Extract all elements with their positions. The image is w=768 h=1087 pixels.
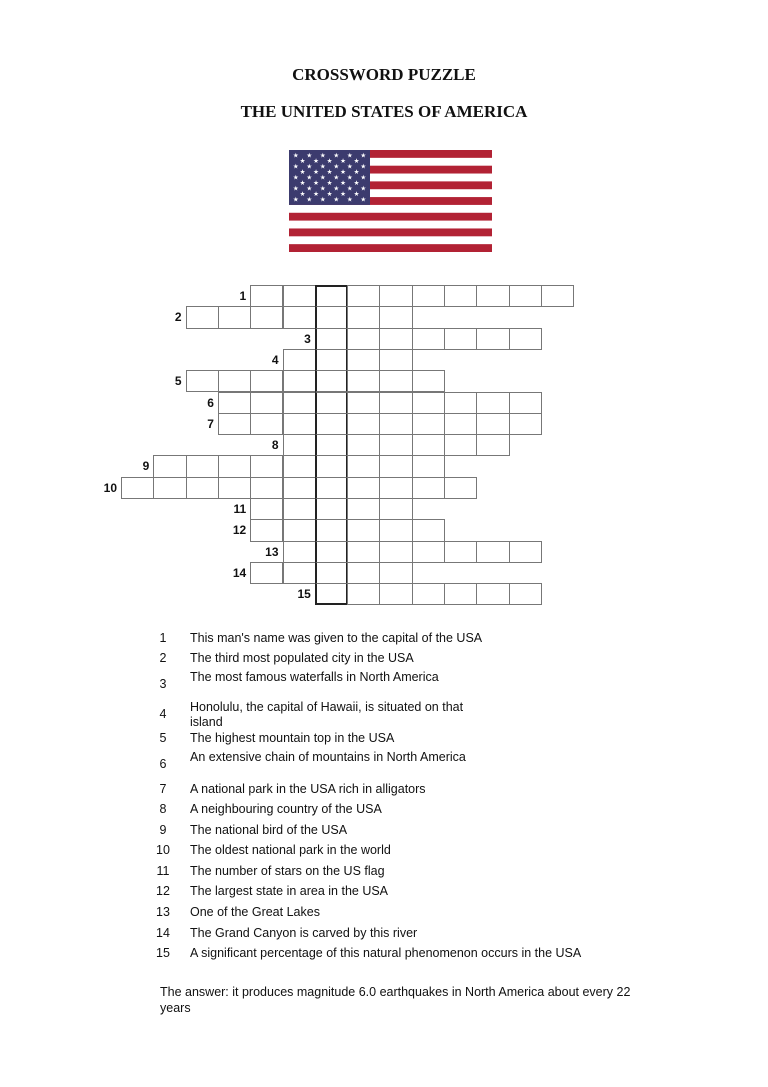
crossword-cell[interactable] (476, 541, 509, 563)
clue-item (150, 884, 610, 900)
crossword-cell[interactable] (412, 328, 445, 350)
crossword-cell[interactable] (218, 392, 251, 414)
flag-star: ★ (306, 151, 313, 160)
keyword-cell[interactable] (315, 562, 348, 584)
clue-number-label: 4 (271, 352, 279, 367)
crossword-cell[interactable] (412, 519, 445, 541)
flag-star: ★ (333, 195, 340, 204)
crossword-cell[interactable] (412, 541, 445, 563)
flag-star: ★ (353, 179, 360, 188)
crossword-cell[interactable] (153, 477, 186, 499)
crossword-cell[interactable] (283, 413, 316, 435)
clue-text: The number of stars on the US flag (190, 864, 385, 878)
crossword-cell[interactable] (347, 413, 380, 435)
clue-number: 2 (159, 651, 167, 665)
flag-star: ★ (353, 157, 360, 166)
keyword-cell[interactable] (315, 434, 348, 456)
crossword-cell[interactable] (250, 306, 283, 328)
flag-star: ★ (326, 168, 333, 177)
crossword-cell[interactable] (347, 392, 380, 414)
clue-number: 6 (159, 757, 167, 771)
flag-stripe (289, 228, 492, 236)
clue-text: A neighbouring country of the USA (190, 802, 382, 816)
flag-star: ★ (360, 151, 367, 160)
crossword-cell[interactable] (541, 285, 574, 307)
clue-item (150, 750, 610, 782)
flag-star: ★ (313, 179, 319, 188)
crossword-cell[interactable] (347, 285, 380, 307)
clue-item (150, 802, 610, 818)
clue-number: 3 (159, 677, 167, 691)
clue-text: One of the Great Lakes (190, 905, 320, 919)
flag-star: ★ (360, 162, 367, 171)
clue-text: The Grand Canyon is carved by this river (190, 926, 418, 940)
flag-star: ★ (299, 157, 306, 166)
clue-text: This man's name was given to the capital of the USA (190, 631, 483, 645)
crossword-cell[interactable] (379, 349, 412, 371)
flag-star: ★ (340, 179, 346, 188)
crossword-cell[interactable] (476, 285, 509, 307)
answer-text: The answer: it produces magnitude 6.0 earthquakes in North America about every 22 years (160, 985, 631, 1015)
crossword-cell[interactable] (283, 434, 316, 456)
crossword-cell[interactable] (347, 562, 380, 584)
crossword-cell[interactable] (250, 392, 283, 414)
crossword-cell[interactable] (412, 477, 445, 499)
flag-star: ★ (292, 162, 299, 171)
clue-text: The most famous waterfalls in North America (190, 670, 439, 684)
clue-number-label: 9 (142, 459, 150, 474)
clue-text: The third most populated city in the USA (190, 651, 414, 665)
flag-star: ★ (340, 157, 346, 166)
crossword-cell[interactable] (250, 562, 283, 584)
crossword-cell[interactable] (509, 583, 542, 605)
flag-star: ★ (319, 173, 326, 182)
keyword-cell[interactable] (315, 455, 348, 477)
flag-star: ★ (346, 151, 353, 160)
crossword-cell[interactable] (509, 285, 542, 307)
crossword-cell[interactable] (379, 541, 412, 563)
crossword-cell[interactable] (186, 306, 219, 328)
crossword-cell[interactable] (379, 477, 412, 499)
flag-star: ★ (346, 162, 353, 171)
keyword-cell[interactable] (315, 498, 348, 520)
clue-number: 9 (159, 823, 167, 837)
flag-star: ★ (292, 195, 299, 204)
flag-star: ★ (340, 168, 346, 177)
clue-number: 4 (159, 707, 167, 721)
crossword-cell[interactable] (283, 498, 316, 520)
flag-star: ★ (292, 184, 299, 193)
crossword-cell[interactable] (444, 477, 477, 499)
flag-star: ★ (326, 179, 333, 188)
crossword-cell[interactable] (412, 583, 445, 605)
crossword-cell[interactable] (509, 328, 542, 350)
flag-star: ★ (319, 184, 326, 193)
crossword-cell[interactable] (509, 392, 542, 414)
flag-star: ★ (353, 190, 360, 199)
crossword-cell[interactable] (153, 455, 186, 477)
keyword-cell[interactable] (315, 477, 348, 499)
keyword-cell[interactable] (315, 370, 348, 392)
flag-star: ★ (333, 162, 340, 171)
keyword-cell[interactable] (315, 541, 348, 563)
crossword-cell[interactable] (444, 285, 477, 307)
flag-star: ★ (306, 162, 313, 171)
clue-number: 1 (159, 631, 167, 645)
flag-star: ★ (340, 190, 346, 199)
crossword-cell[interactable] (476, 413, 509, 435)
crossword-cell[interactable] (379, 562, 412, 584)
crossword-cell[interactable] (444, 434, 477, 456)
clue-item (150, 843, 610, 859)
clue-number-label: 5 (174, 374, 182, 389)
clue-item (150, 651, 610, 667)
crossword-cell[interactable] (250, 519, 283, 541)
crossword-cell[interactable] (347, 519, 380, 541)
crossword-cell[interactable] (379, 392, 412, 414)
flag-star: ★ (319, 162, 326, 171)
clue-text: The largest state in area in the USA (190, 884, 389, 898)
clue-number-label: 8 (271, 438, 279, 453)
crossword-cell[interactable] (347, 349, 380, 371)
crossword-cell[interactable] (347, 498, 380, 520)
clue-number: 14 (156, 926, 170, 940)
crossword-cell[interactable] (379, 455, 412, 477)
crossword-cell[interactable] (476, 392, 509, 414)
crossword-cell[interactable] (121, 477, 154, 499)
crossword-cell[interactable] (476, 328, 509, 350)
crossword-cell[interactable] (250, 285, 283, 307)
clue-text: The highest mountain top in the USA (190, 731, 395, 745)
crossword-cell[interactable] (379, 413, 412, 435)
clue-number-label: 7 (207, 416, 214, 431)
keyword-cell[interactable] (315, 519, 348, 541)
clue-item (150, 864, 610, 880)
clue-number-label: 13 (265, 544, 279, 559)
clue-number-label: 11 (233, 502, 247, 516)
flag-star: ★ (346, 173, 353, 182)
flag-star: ★ (319, 151, 326, 160)
flag-star: ★ (306, 184, 313, 193)
clue-number-label: 15 (297, 587, 311, 602)
clue-item (150, 731, 610, 747)
crossword-cell[interactable] (250, 413, 283, 435)
crossword-cell[interactable] (347, 477, 380, 499)
clue-item (150, 631, 610, 647)
flag-star: ★ (313, 168, 319, 177)
crossword-cell[interactable] (379, 519, 412, 541)
crossword-cell[interactable] (412, 392, 445, 414)
clue-text: The oldest national park in the world (190, 843, 391, 857)
us-flag-icon (289, 150, 492, 252)
crossword-cell[interactable] (347, 328, 380, 350)
crossword-cell[interactable] (476, 434, 509, 456)
crossword-cell[interactable] (283, 477, 316, 499)
crossword-cell[interactable] (412, 413, 445, 435)
keyword-cell[interactable] (315, 328, 348, 350)
flag-star: ★ (360, 195, 367, 204)
crossword-cell[interactable] (283, 455, 316, 477)
crossword-cell[interactable] (444, 583, 477, 605)
clue-number-label: 2 (174, 310, 182, 325)
crossword-cell[interactable] (347, 434, 380, 456)
clue-number-label: 10 (103, 480, 117, 495)
crossword-cell[interactable] (283, 349, 316, 371)
crossword-cell[interactable] (379, 583, 412, 605)
flag-stripe (289, 221, 492, 229)
crossword-cell[interactable] (379, 328, 412, 350)
flag-star: ★ (346, 184, 353, 193)
crossword-cell[interactable] (347, 455, 380, 477)
clue-number: 15 (156, 946, 170, 960)
clue-text: The national bird of the USA (190, 823, 348, 837)
crossword-cell[interactable] (218, 370, 251, 392)
crossword-cell[interactable] (444, 392, 477, 414)
keyword-cell[interactable] (315, 583, 348, 605)
page-subtitle: THE UNITED STATES OF AMERICA (240, 102, 528, 121)
clue-number: 12 (156, 884, 170, 898)
flag-star: ★ (333, 151, 340, 160)
crossword-cell[interactable] (379, 498, 412, 520)
flag-stripe (289, 213, 492, 221)
clue-number-label: 6 (207, 395, 214, 410)
clue-item (150, 782, 610, 798)
flag-star: ★ (346, 195, 353, 204)
flag-star: ★ (333, 184, 340, 193)
crossword-cell[interactable] (347, 306, 380, 328)
crossword-cell[interactable] (186, 455, 219, 477)
clue-text: A significant percentage of this natural phenomenon occurs in the USA (190, 946, 582, 960)
crossword-cell[interactable] (218, 306, 251, 328)
crossword-cell[interactable] (283, 370, 316, 392)
clue-text: A national park in the USA rich in alligators (190, 782, 426, 796)
flag-star: ★ (333, 173, 340, 182)
clue-number-label: 3 (304, 331, 311, 346)
flag-stripe (289, 236, 492, 244)
keyword-cell[interactable] (315, 413, 348, 435)
flag-star: ★ (299, 168, 306, 177)
crossword-cell[interactable] (444, 541, 477, 563)
crossword-cell[interactable] (250, 477, 283, 499)
flag-star: ★ (360, 184, 367, 193)
keyword-cell[interactable] (315, 349, 348, 371)
flag-star: ★ (313, 157, 319, 166)
clue-item (150, 946, 610, 962)
flag-stripe (289, 205, 492, 213)
crossword-cell[interactable] (186, 370, 219, 392)
crossword-cell[interactable] (412, 455, 445, 477)
flag-star: ★ (326, 190, 333, 199)
crossword-cell[interactable] (283, 519, 316, 541)
crossword-cell[interactable] (283, 392, 316, 414)
crossword-cell[interactable] (347, 370, 380, 392)
crossword-cell[interactable] (412, 370, 445, 392)
clue-number-label: 12 (232, 523, 247, 538)
clue-item (150, 905, 610, 921)
crossword-cell[interactable] (444, 328, 477, 350)
flag-star: ★ (306, 195, 313, 204)
clue-number-label: 14 (232, 565, 247, 580)
flag-star: ★ (292, 173, 299, 182)
crossword-cell[interactable] (412, 285, 445, 307)
flag-star: ★ (326, 157, 333, 166)
crossword-cell[interactable] (347, 541, 380, 563)
clue-item (150, 670, 610, 702)
crossword-cell[interactable] (250, 370, 283, 392)
clue-item (150, 700, 610, 732)
crossword-cell[interactable] (379, 434, 412, 456)
crossword-cell[interactable] (283, 306, 316, 328)
flag-stripe (289, 244, 492, 252)
clue-number: 7 (159, 782, 167, 796)
crossword-cell[interactable] (476, 583, 509, 605)
crossword-cell[interactable] (283, 285, 316, 307)
crossword-cell[interactable] (509, 541, 542, 563)
clue-number: 11 (156, 864, 170, 878)
clue-number: 8 (159, 802, 167, 816)
flag-star: ★ (313, 190, 319, 199)
flag-star: ★ (306, 173, 313, 182)
crossword-cell[interactable] (379, 306, 412, 328)
flag-star: ★ (299, 190, 306, 199)
crossword-cell[interactable] (186, 477, 219, 499)
keyword-cell[interactable] (315, 306, 348, 328)
clue-number: 10 (156, 843, 170, 857)
flag-star: ★ (292, 151, 299, 160)
crossword-cell[interactable] (218, 477, 251, 499)
crossword-cell[interactable] (379, 285, 412, 307)
crossword-cell[interactable] (379, 370, 412, 392)
clue-number: 5 (159, 731, 167, 745)
page-title: CROSSWORD PUZZLE (292, 65, 476, 84)
flag-star: ★ (299, 179, 306, 188)
crossword-cell[interactable] (444, 413, 477, 435)
crossword-cell[interactable] (347, 583, 380, 605)
clue-number-label: 1 (239, 289, 247, 303)
crossword-cell[interactable] (283, 562, 316, 584)
clue-number: 13 (156, 905, 170, 919)
crossword-cell[interactable] (250, 455, 283, 477)
clue-text: An extensive chain of mountains in North America (190, 750, 466, 764)
flag-star: ★ (353, 168, 360, 177)
crossword-cell[interactable] (218, 455, 251, 477)
clue-item (150, 823, 610, 839)
crossword-cell[interactable] (218, 413, 251, 435)
clue-text: Honolulu, the capital of Hawaii, is situated on that island (190, 700, 464, 729)
clue-item (150, 926, 610, 942)
keyword-cell[interactable] (315, 392, 348, 414)
flag-star: ★ (319, 195, 326, 204)
crossword-cell[interactable] (283, 541, 316, 563)
crossword-cell[interactable] (250, 498, 283, 520)
flag-star: ★ (360, 173, 367, 182)
crossword-cell[interactable] (509, 413, 542, 435)
keyword-cell[interactable] (315, 285, 348, 307)
crossword-cell[interactable] (412, 434, 445, 456)
